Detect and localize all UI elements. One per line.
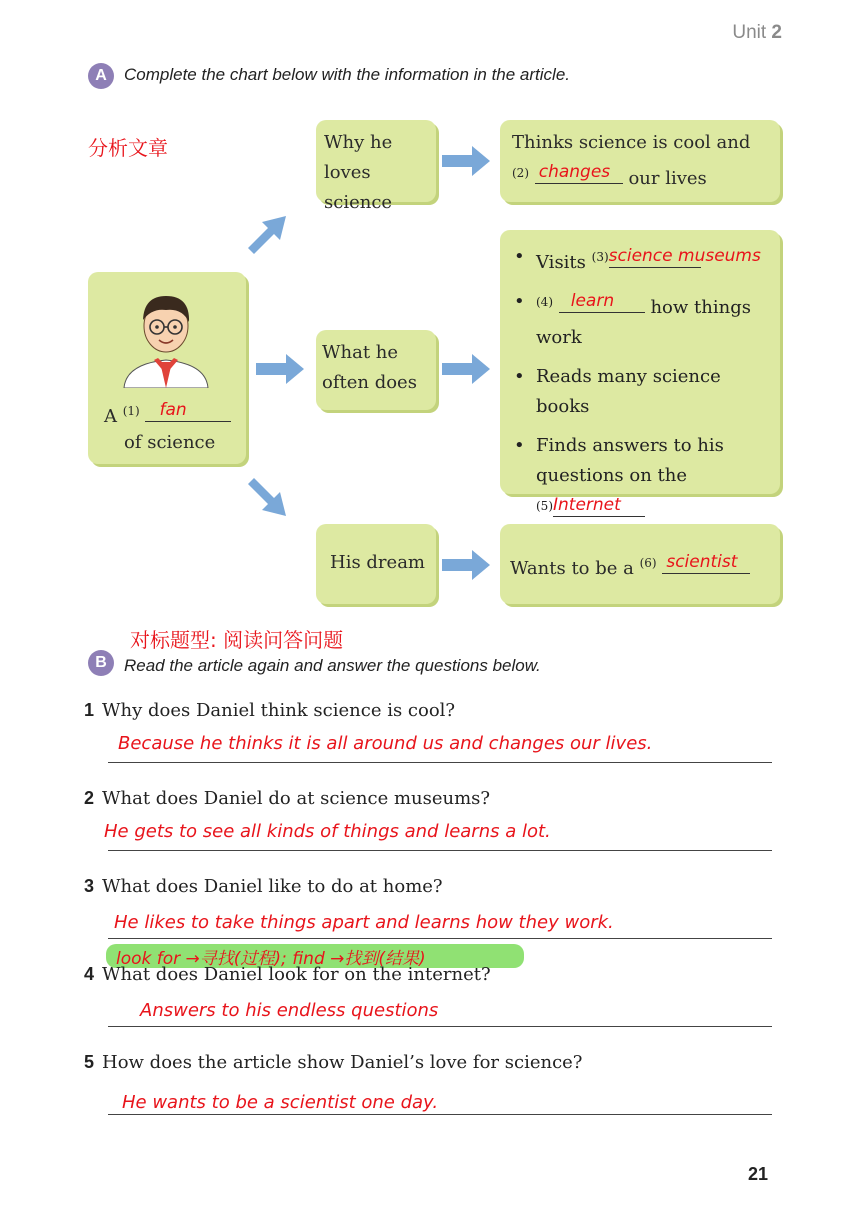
unit-number: 2 bbox=[771, 22, 782, 43]
answer-3: He likes to take things apart and learns how they work. bbox=[114, 912, 614, 933]
blank-5-answer: Internet bbox=[553, 495, 621, 515]
why-answer-box bbox=[500, 120, 780, 202]
answer-5: He wants to be a scientist one day. bbox=[122, 1092, 439, 1113]
person-box bbox=[88, 272, 246, 464]
often-item-2-text: how things bbox=[650, 297, 751, 318]
answer-line-5 bbox=[108, 1114, 772, 1115]
dream-label-box bbox=[316, 524, 436, 604]
question-text: What does Daniel look for on the internet? bbox=[102, 964, 491, 985]
question-number: 4 bbox=[84, 964, 95, 984]
answer-1: Because he thinks it is all around us and changes our lives. bbox=[118, 733, 653, 754]
blank-6-answer: scientist bbox=[666, 552, 738, 572]
question-text: What does Daniel like to do at home? bbox=[102, 876, 443, 897]
blank-4 bbox=[559, 291, 645, 313]
blank-6-number: (6) bbox=[639, 556, 657, 570]
person-suffix: of science bbox=[124, 432, 216, 453]
question-2 bbox=[84, 788, 490, 809]
answer-line-4 bbox=[108, 1026, 772, 1027]
answer-line-1 bbox=[108, 762, 772, 763]
why-label-line2: loves science bbox=[324, 162, 393, 213]
question-3 bbox=[84, 876, 443, 897]
blank-2-number: (2) bbox=[512, 166, 529, 180]
dream-answer-box bbox=[500, 524, 780, 604]
question-4 bbox=[84, 964, 491, 985]
often-item-1 bbox=[514, 242, 774, 278]
often-item-2 bbox=[514, 287, 774, 353]
often-label-line1: What he bbox=[322, 342, 399, 363]
blank-4-number: (4) bbox=[536, 295, 553, 309]
often-answer-box bbox=[500, 230, 780, 515]
blank-2 bbox=[535, 162, 623, 184]
answer-line-2 bbox=[108, 850, 772, 851]
blank-1-answer: fan bbox=[159, 400, 187, 420]
often-item-4 bbox=[514, 431, 774, 527]
question-text: Why does Daniel think science is cool? bbox=[102, 700, 456, 721]
blank-5-number: (5) bbox=[536, 499, 553, 513]
annotation-question-type: 对标题型: 阅读问答问题 bbox=[130, 628, 344, 652]
person-prefix: A bbox=[104, 406, 117, 427]
why-label-line1: Why he bbox=[324, 132, 393, 153]
question-text: What does Daniel do at science museums? bbox=[102, 788, 491, 809]
blank-2-answer: changes bbox=[538, 162, 611, 182]
blank-3-number: (3) bbox=[591, 250, 609, 264]
why-label-box bbox=[316, 120, 436, 213]
often-item-3: • Reads many science books bbox=[514, 362, 774, 422]
often-item-4-line1: Finds answers to his bbox=[536, 435, 724, 456]
unit-text: Unit bbox=[732, 22, 767, 43]
question-number: 2 bbox=[84, 788, 95, 808]
blank-1-number: (1) bbox=[122, 404, 140, 418]
arrow-down-right-icon bbox=[244, 474, 290, 520]
question-number: 3 bbox=[84, 876, 95, 896]
highlight-note: look for →寻找(过程); find →找到(结果) bbox=[116, 949, 426, 969]
answer-2: He gets to see all kinds of things and learns a lot. bbox=[104, 821, 551, 842]
blank-3 bbox=[608, 246, 761, 268]
arrow-right-icon bbox=[256, 354, 306, 384]
question-text: How does the article show Daniel’s love for science? bbox=[102, 1052, 583, 1073]
blank-3-answer: science museums bbox=[608, 246, 761, 266]
section-b-instruction: Read the article again and answer the questions below. bbox=[124, 656, 541, 675]
arrow-right-icon bbox=[442, 354, 492, 384]
blank-5 bbox=[553, 495, 645, 517]
question-1 bbox=[84, 700, 455, 721]
dream-label: His dream bbox=[330, 552, 425, 573]
section-a-instruction: Complete the chart below with the information in the article. bbox=[124, 65, 571, 84]
why-text-after: our lives bbox=[628, 168, 707, 189]
blank-4-answer: learn bbox=[570, 291, 615, 311]
often-label-box bbox=[316, 330, 436, 410]
arrow-right-icon bbox=[442, 146, 492, 176]
blank-6 bbox=[662, 552, 750, 574]
often-label-line2: often does bbox=[322, 372, 417, 393]
question-5 bbox=[84, 1052, 582, 1073]
blank-1 bbox=[145, 400, 231, 422]
often-item-1-text: Visits bbox=[536, 252, 586, 273]
annotation-analyze-article: 分析文章 bbox=[88, 136, 168, 160]
often-item-2-text2: work bbox=[536, 327, 582, 348]
page-number: 21 bbox=[747, 1164, 768, 1184]
arrow-up-right-icon bbox=[244, 212, 290, 258]
answer-line-3 bbox=[108, 938, 772, 939]
section-a-badge: A bbox=[88, 63, 114, 89]
question-number: 5 bbox=[84, 1052, 95, 1072]
why-text-line1: Thinks science is cool and bbox=[512, 132, 751, 153]
dream-text: Wants to be a bbox=[510, 558, 634, 579]
answer-4: Answers to his endless questions bbox=[140, 1000, 439, 1021]
often-item-4-line2: questions on the bbox=[536, 465, 688, 486]
arrow-right-icon bbox=[442, 550, 492, 580]
unit-label bbox=[732, 22, 782, 44]
question-number: 1 bbox=[84, 700, 95, 720]
boy-avatar-icon bbox=[116, 280, 216, 388]
section-b-badge: B bbox=[88, 650, 114, 676]
